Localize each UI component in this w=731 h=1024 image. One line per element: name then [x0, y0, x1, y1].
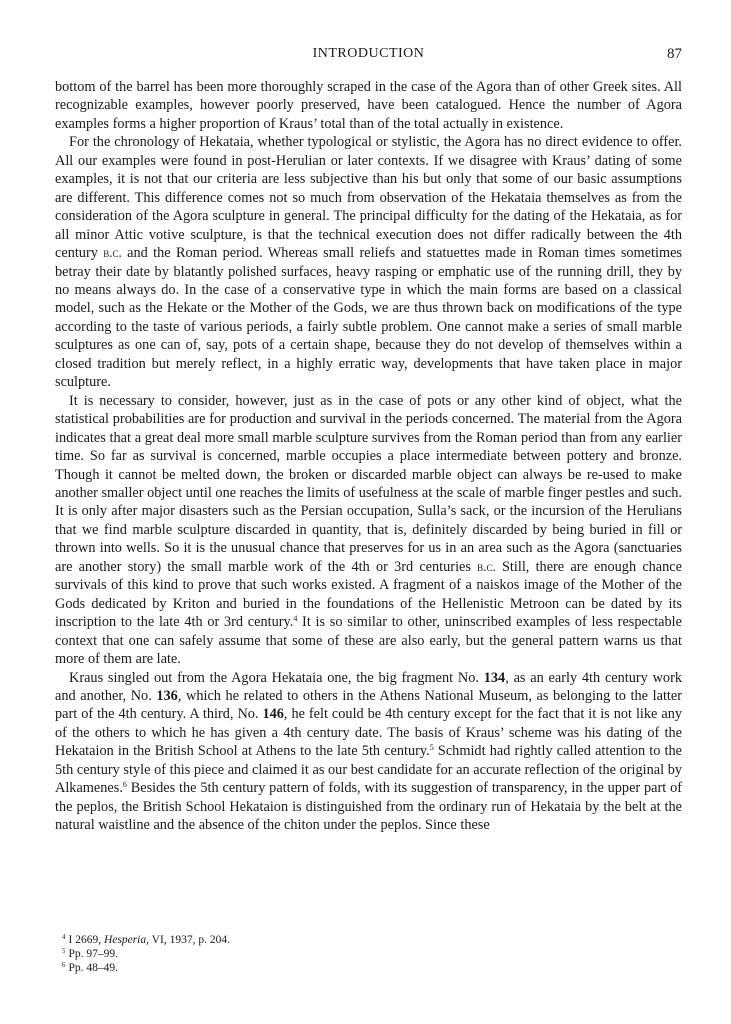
- text-run: For the chronology of Hekataia, whether typological or stylistic, the Agora has no direct evidence to offer. All our examples were found in post-Herulian or later contexts. If we disagree with Kraus’ dating of some examples, it is not that our criteria are less subjective than his but only that some of our basic assumptions are different. This difference comes not so much from observation of the Hekataia themselves as from the consideration of the Agora sculpture in general. The principal difficulty for the dating of the Hekataia, as for all minor Attic votive sculpture, is that the technical execution does not differ radically between the 4th century: [55, 134, 682, 262]
- page-number: 87: [667, 46, 682, 62]
- paragraph: [55, 669, 682, 835]
- footnote-number: 4: [62, 933, 66, 941]
- body-text: [55, 78, 682, 835]
- footnote-number: 6: [62, 961, 66, 969]
- footnote: [62, 947, 662, 961]
- text-run: , as an early 4th century work and another, No.: [55, 669, 682, 704]
- footnote-reference: 4: [293, 614, 298, 624]
- catalogue-number: 134: [483, 669, 506, 686]
- running-header: [55, 46, 682, 66]
- text-run: , VI, 1937, p. 204.: [146, 934, 230, 946]
- era-abbreviation: b.c.: [103, 245, 122, 261]
- text-run: Still, there are enough chance survivals of this kind to prove that such works existed. A fragment of a naiskos image of the Mother of the Gods dedicated by Kriton and buried in the foundations of the Hellenistic Metroon can be dated by its inscription to the late 4th or 3rd century.: [55, 558, 682, 631]
- paragraph: [55, 78, 682, 133]
- text-run: Kraus singled out from the Agora Hekataia one, the big fragment No.: [69, 669, 484, 686]
- footnote-reference: 6: [122, 780, 127, 790]
- footnote-reference: 5: [429, 743, 434, 753]
- text-run: It is necessary to consider, however, just as in the case of pots or any other kind of object, what the statistical probabilities are for production and survival in the periods concerned. The material from the Agora indicates that a great deal more small marble sculpture survives from the Roman period than from any earlier time. So far as survival is concerned, marble occupies a place intermediate between pottery and bronze. Though it cannot be melted down, the broken or discarded marble object can always be re-used to make another smaller object until one reaches the limits of usefulness at the scale of marble finger pestles and such. It is only after major disasters such as the Persian occupation, Sulla’s sack, or the incursion of the Herulians that we find marble sculpture discarded in quantity, that is, definitely discarded by being buried in fill or thrown into wells. So it is the unusual chance that preserves for us in an area such as the Agora (sanctuaries are another story) the small marble work of the 4th or 3rd centuries: [55, 392, 682, 575]
- era-abbreviation: b.c.: [477, 558, 496, 574]
- running-title: INTRODUCTION: [312, 46, 425, 61]
- italic-text: Hesperia: [103, 934, 147, 946]
- text-run: Besides the 5th century pattern of folds, with its suggestion of transparency, in the upper part of the peplos, the British School Hekataion is distinguished from the ordinary run of Hekataia by the belt at the natural waistline and the absence of the chiton under the peplos. Since these: [55, 780, 682, 834]
- footnote-number: 5: [62, 947, 66, 955]
- paragraph: [55, 133, 682, 391]
- text-run: It is so similar to other, uninscribed examples of less respectable context that one can safely assume that some of these are also early, but the general pattern warns us that more of them are late.: [55, 614, 682, 668]
- footnotes: [62, 933, 662, 975]
- text-run: and the Roman period. Whereas small reliefs and statuettes made in Roman times sometimes betray their date by blatantly polished surfaces, heavy rasping or emphatic use of the running drill, they by no means always do. In the case of a conservative type in which the main forms are based on a classical model, such as the Hekate or the Mother of the Gods, we are thus thrown back on modifications of the type according to the taste of various periods, a fairly subtle problem. One cannot make a series of small marble sculptures as one can of, say, pots of a certain shape, because they do not develop of themselves within a closed tradition but merely reflect, in a highly erratic way, developments that have taken place in major sculpture.: [55, 245, 682, 391]
- text-run: Schmidt had rightly called attention to the 5th century style of this piece and claimed it as our best candidate for an accurate reflection of the original by Alkamenes.: [55, 743, 682, 797]
- footnote: [62, 933, 662, 947]
- text-run: I 2669,: [68, 934, 104, 946]
- footnote: [62, 961, 662, 975]
- catalogue-number: 136: [156, 687, 178, 704]
- text-run: Pp. 48–49.: [68, 962, 119, 974]
- text-run: bottom of the barrel has been more thoroughly scraped in the case of the Agora than of other Greek sites. All recognizable examples, however poorly preserved, have been catalogued. Hence the number of Agora examples forms a higher proportion of Kraus’ total than of the total actually in existence.: [55, 79, 682, 132]
- paragraph: [55, 392, 682, 669]
- text-run: , he felt could be 4th century except for the fact that it is not like any of the others to which he has given a 4th century date. The basis of Kraus’ scheme was his dating of the Hekataion in the British School at Athens to the late 5th century.: [55, 706, 682, 760]
- text-run: Pp. 97–99.: [68, 948, 119, 960]
- catalogue-number: 146: [262, 706, 284, 723]
- text-run: , which he related to others in the Athens National Museum, as belonging to the latter part of the 4th century. A third, No.: [55, 687, 682, 723]
